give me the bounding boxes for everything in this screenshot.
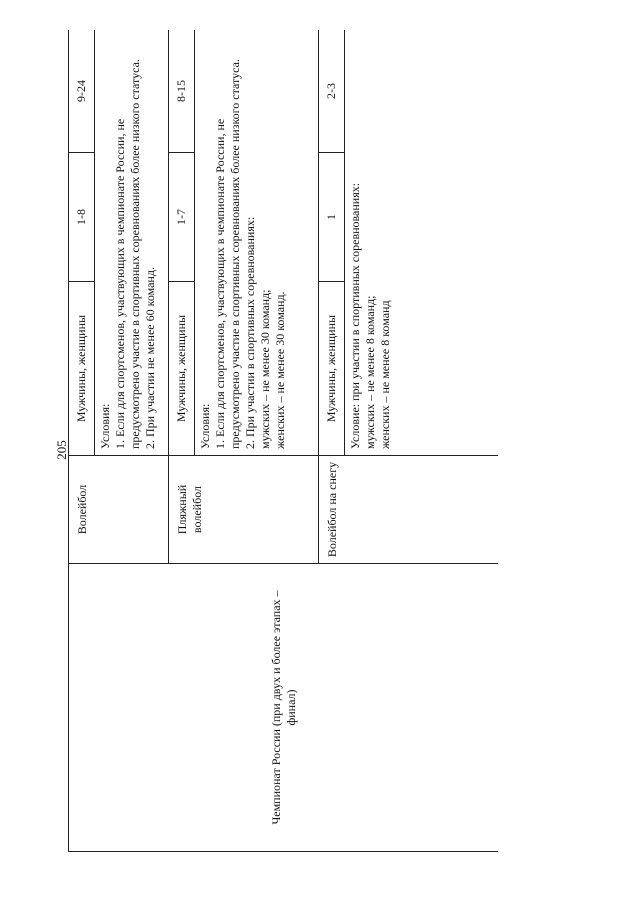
condition-line: Условие: при участии в спортивных соревнованиях: [348, 182, 362, 449]
sport-cell: Пляжный волейбол [169, 456, 319, 564]
gender-cell: Мужчины, женщины [69, 282, 95, 456]
condition-line: Условия: [198, 403, 212, 449]
condition-line: 2. При участии в спортивных соревнованиях: [243, 216, 257, 449]
places-cell: 9-24 [69, 30, 95, 153]
places-cell: 1 [319, 153, 345, 282]
places-cell: 1-7 [169, 153, 195, 282]
table-row [69, 30, 95, 852]
places-cell: 2-3 [319, 30, 345, 153]
rotated-table-frame [68, 30, 498, 852]
page-number: 205 [54, 440, 69, 460]
condition-line: Условия: [98, 403, 112, 449]
condition-line: женских – не менее 8 команд [378, 300, 392, 449]
condition-line: предусмотрено участие в спортивных соревнованиях более низкого статуса. [128, 59, 142, 449]
gender-cell: Мужчины, женщины [169, 282, 195, 456]
condition-line: мужских – не менее 8 команд; [363, 295, 377, 449]
conditions-cell [95, 30, 169, 456]
conditions-cell [345, 30, 499, 456]
sports-table [68, 30, 498, 852]
condition-line: женских – не менее 30 команд. [273, 291, 287, 449]
places-cell: 8-15 [169, 30, 195, 153]
condition-line: мужских – не менее 30 команд; [258, 289, 272, 449]
sport-cell: Волейбол на снегу [319, 456, 499, 564]
condition-line: 1. Если для спортсменов, участвующих в чемпионате России, не [213, 118, 227, 449]
condition-line: 2. При участии не менее 60 команд. [143, 267, 157, 449]
condition-line: предусмотрено участие в спортивных соревнованиях более низкого статуса. [228, 59, 242, 449]
conditions-cell [195, 30, 319, 456]
condition-line: 1. Если для спортсменов, участвующих в чемпионате России, не [113, 118, 127, 449]
rotated-table-content [68, 30, 498, 852]
gender-cell: Мужчины, женщины [319, 282, 345, 456]
places-cell: 1-8 [69, 153, 95, 282]
competition-cell: Чемпионат России (при двух и более этапах – финал) [69, 564, 499, 852]
sport-cell: Волейбол [69, 456, 169, 564]
